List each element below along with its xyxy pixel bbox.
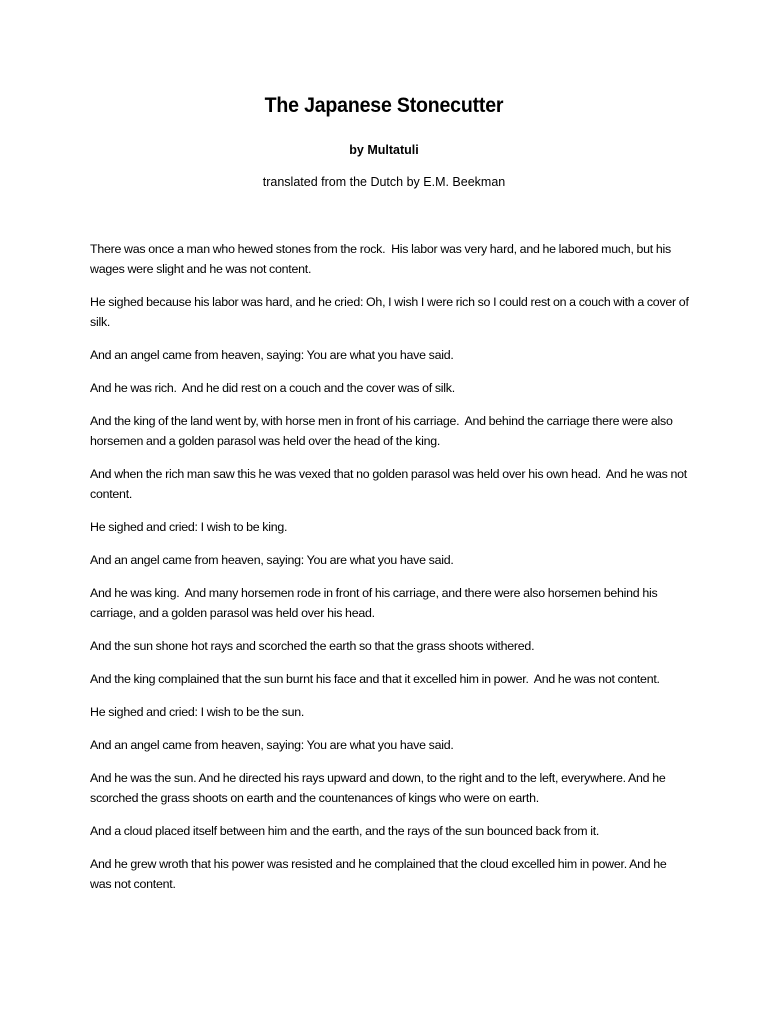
paragraph: And an angel came from heaven, saying: You are what you have said. — [90, 553, 454, 567]
paragraph: And when the rich man saw this he was vexed that no golden parasol was held over his own head. And he was not content. — [90, 467, 690, 501]
paragraph: And he was the sun. And he directed his rays upward and down, to the right and to the left, everywhere. And he scorched the grass shoots on earth and the countenances of kings who were on earth. — [90, 771, 669, 805]
paragraph: There was once a man who hewed stones from the rock. His labor was very hard, and he labored much, but his wages were slight and he was not content. — [90, 242, 674, 276]
translator-credit: translated from the Dutch by E.M. Beekman — [262, 175, 506, 189]
paragraph: He sighed because his labor was hard, and he cried: Oh, I wish I were rich so I could rest on a couch with a cover of silk. — [90, 295, 692, 329]
paragraph: And an angel came from heaven, saying: You are what you have said. — [90, 738, 454, 752]
paragraph: And an angel came from heaven, saying: You are what you have said. — [90, 348, 454, 362]
paragraph: He sighed and cried: I wish to be king. — [90, 520, 288, 534]
paragraph: And a cloud placed itself between him and the earth, and the rays of the sun bounced back from it. — [90, 824, 600, 838]
document-body — [90, 239, 690, 907]
paragraph: And the king of the land went by, with horse men in front of his carriage. And behind the carriage there were also horsemen and a golden parasol was held over the head of the king. — [90, 414, 676, 448]
paragraph: And the sun shone hot rays and scorched the earth so that the grass shoots withered. — [90, 639, 535, 653]
paragraph: And he grew wroth that his power was resisted and he complained that the cloud excelled him in power. And he was not content. — [90, 857, 670, 891]
paragraph: He sighed and cried: I wish to be the sun. — [90, 705, 305, 719]
paragraph: And he was king. And many horsemen rode in front of his carriage, and there were also horsemen behind his carriage, and a golden parasol was held over his head. — [90, 586, 661, 620]
paragraph: And he was rich. And he did rest on a couch and the cover was of silk. — [90, 381, 455, 395]
paragraph: And the king complained that the sun burnt his face and that it excelled him in power. And he was not content. — [90, 672, 660, 686]
document-title: The Japanese Stonecutter — [264, 94, 504, 117]
author-byline: by Multatuli — [349, 143, 419, 157]
